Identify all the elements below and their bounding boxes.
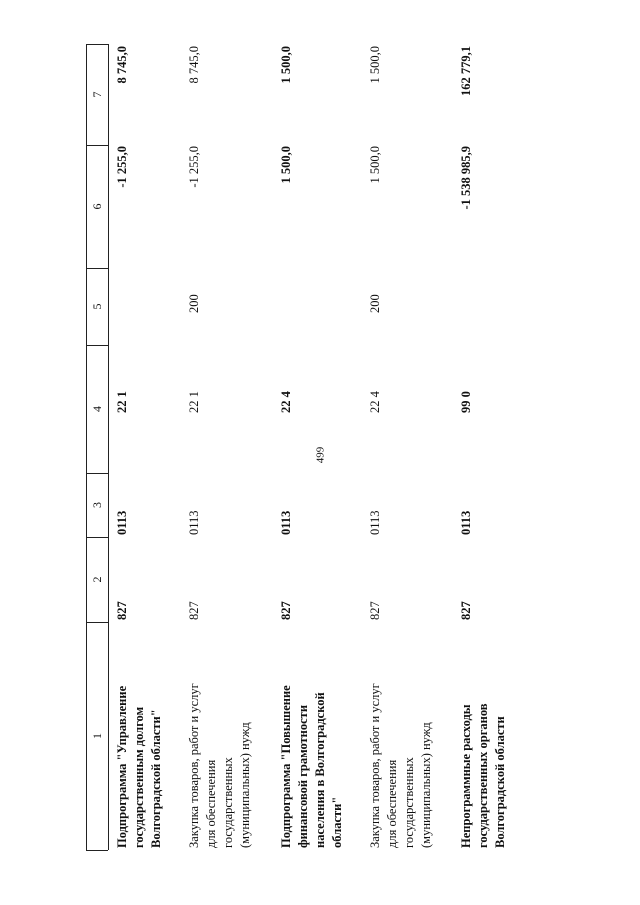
column-separator bbox=[86, 850, 108, 851]
column-separator bbox=[86, 473, 108, 474]
cell-line: финансовой грамотности bbox=[296, 704, 310, 848]
column-separator bbox=[86, 345, 108, 346]
cell-line: Подпрограмма "Повышение bbox=[279, 685, 293, 848]
cell-line: области" bbox=[330, 796, 344, 848]
cell-line: государственным долгом bbox=[132, 706, 146, 848]
column-separator bbox=[86, 268, 108, 269]
table-top-rule bbox=[86, 44, 87, 850]
cell-line: государственных bbox=[402, 757, 416, 848]
cell-line: (муниципальных) нужд bbox=[238, 722, 252, 848]
cell-line: государственных bbox=[221, 757, 235, 848]
table-header-rule bbox=[108, 44, 109, 850]
column-separator bbox=[86, 44, 108, 45]
cell-line: для обеспечения bbox=[385, 759, 399, 848]
column-separator bbox=[86, 537, 108, 538]
cell-line: государственных органов bbox=[476, 703, 490, 848]
cell-line: Подпрограмма "Управление bbox=[115, 685, 129, 848]
cell-line: Закупка товаров, работ и услуг bbox=[368, 683, 382, 848]
cell-line: Волгоградской области" bbox=[149, 709, 163, 848]
page-number bbox=[300, 440, 340, 470]
page-number-text: 499 bbox=[314, 446, 326, 464]
cell-line: (муниципальных) нужд bbox=[419, 722, 433, 848]
column-separator bbox=[86, 145, 108, 146]
cell-line: населения в Волгоградской bbox=[313, 692, 327, 848]
column-separator bbox=[86, 622, 108, 623]
cell-line: Непрограммные расходы bbox=[459, 704, 473, 848]
cell-line: Закупка товаров, работ и услуг bbox=[187, 683, 201, 848]
cell-line: для обеспечения bbox=[204, 759, 218, 848]
cell-line: Волгоградской области bbox=[493, 716, 507, 848]
